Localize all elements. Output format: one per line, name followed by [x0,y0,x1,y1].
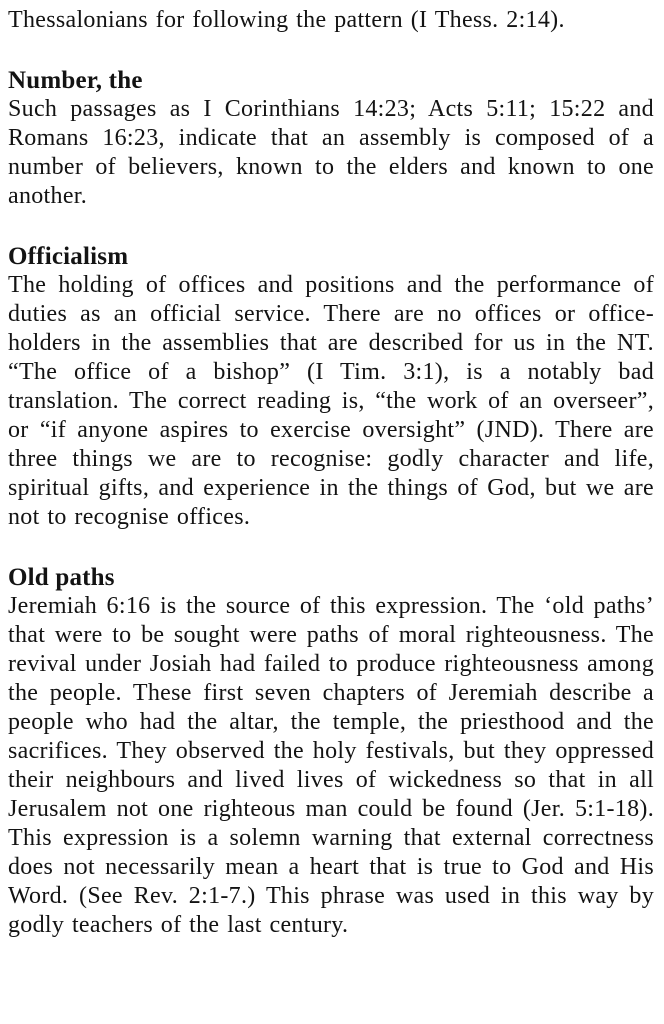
entry-heading-number-the: Number, the [8,67,143,94]
entry-body-number-the: Such passages as I Corinthians 14:23; Acts 5:11; 15:22 and Romans 16:23, indicate that an assembly is composed of a number of believers, known to the elders and known to one another. [8,96,654,209]
entry-number-the [8,66,654,211]
entry-officialism [8,242,654,532]
entry-heading-officialism: Officialism [8,243,129,270]
continuation-paragraph: Thessalonians for following the pattern (I Thess. 2:14). [8,7,565,33]
entry-old-paths [8,563,654,940]
entry-heading-old-paths: Old paths [8,564,115,591]
entry-body-old-paths: Jeremiah 6:16 is the source of this expression. The ‘old paths’ that were to be sought were paths of moral righteousness. The revival under Josiah had failed to produce righteousness among the people. These first seven chapters of Jeremiah describe a people who had the altar, the temple, the priesthood and the sacrifices. They observed the holy festivals, but they oppressed their neighbours and lived lives of wickedness so that in all Jerusalem not one righteous man could be found (Jer. 5:1-18). This expression is a solemn warning that external correctness does not necessarily mean a heart that is true to God and His Word. (See Rev. 2:1-7.) This phrase was used in this way by godly teachers of the last century. [8,593,654,938]
entry-body-officialism: The holding of offices and positions and the performance of duties as an official service. There are no offices or office-holders in the assemblies that are described for us in the NT. “The office of a bishop” (I Tim. 3:1), is a notably bad translation. The correct reading is, “the work of an overseer”, or “if anyone aspires to exercise oversight” (JND). There are three things we are to recognise: godly character and life, spiritual gifts, and experience in the things of God, but we are not to recognise offices. [8,272,654,530]
